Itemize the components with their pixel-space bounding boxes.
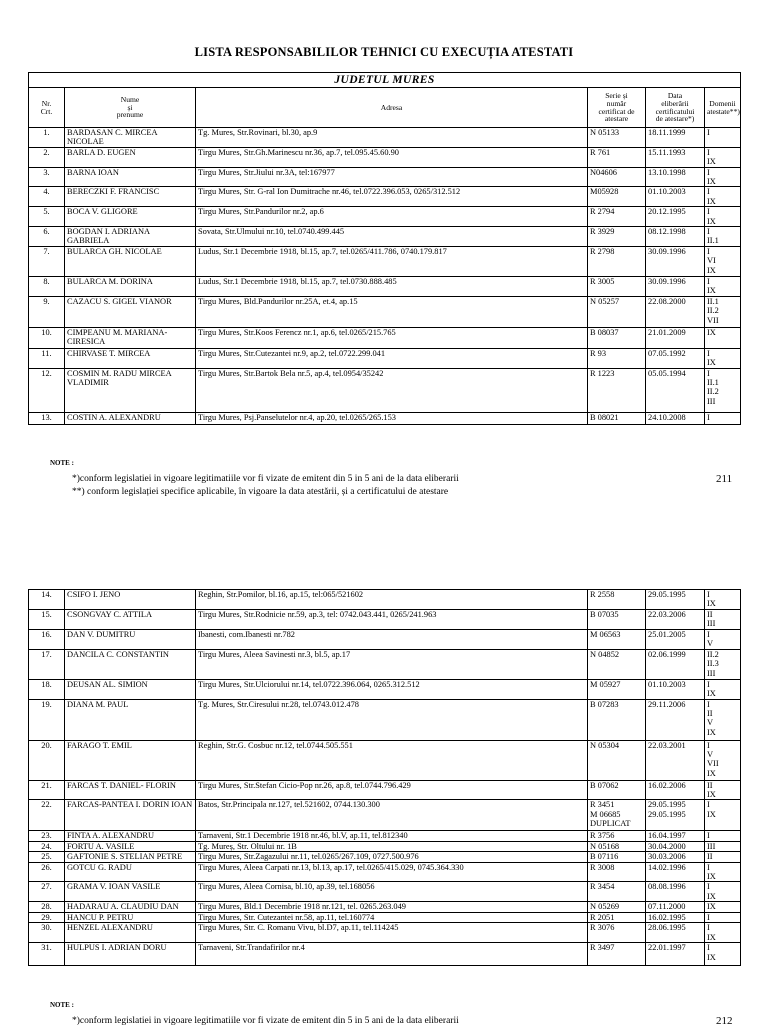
person-name: CSONGVAY C. ATTILA (65, 610, 196, 630)
certified-domains: III (705, 841, 741, 851)
issue-date: 15.11.1993 (646, 147, 705, 167)
certified-domains: I IX (705, 679, 741, 699)
certificate-serial: R 3005 (588, 276, 646, 296)
address: Tarnaveni, Str.Trandafirilor nr.4 (196, 943, 588, 966)
header-name: Nume și prenume (65, 88, 196, 128)
certificate-serial: R 3076 (588, 923, 646, 943)
table-row (29, 147, 741, 167)
table-row (29, 227, 741, 247)
certificate-serial: R 3454 (588, 882, 646, 902)
row-number: 16. (29, 630, 65, 650)
person-name: CAZACU S. GIGEL VIANOR (65, 296, 196, 327)
row-number: 8. (29, 276, 65, 296)
table-row (29, 912, 741, 922)
address: Tg. Mures, Str.Rovinari, bl.30, ap.9 (196, 128, 588, 148)
person-name: FARCAS-PANTEA I. DORIN IOAN (65, 800, 196, 831)
issue-date: 29.05.1995 29.05.1995 (646, 800, 705, 831)
issue-date: 07.05.1992 (646, 348, 705, 368)
certificate-serial: B 07062 (588, 780, 646, 800)
table-row (29, 610, 741, 630)
row-number: 4. (29, 187, 65, 207)
address: Tirgu Mures, Aleea Carpati nr.13, bl.13, ap.17, tel.0265/415.029, 0745.364.330 (196, 862, 588, 882)
row-number: 24. (29, 841, 65, 851)
address: Ludus, Str.1 Decembrie 1918, bl.15, ap.7, tel.0730.888.485 (196, 276, 588, 296)
address: Tirgu Mures, Bld.Pandurilor nr.25A, et.4, ap.15 (196, 296, 588, 327)
row-number: 22. (29, 800, 65, 831)
row-number: 12. (29, 368, 65, 412)
address: Tirgu Mures, Str. G-ral Ion Dumitrache nr.46, tel.0722.396.053, 0265/312.512 (196, 187, 588, 207)
certified-domains: I II.1 II.2 III (705, 368, 741, 412)
table-row (29, 882, 741, 902)
certified-domains: I IX (705, 276, 741, 296)
header-date: Data eliberării certificatului de atestare*) (646, 88, 705, 128)
table-body-page-211 (29, 128, 741, 425)
row-number: 31. (29, 943, 65, 966)
certificate-serial: N04606 (588, 167, 646, 187)
person-name: CHIRVASE T. MIRCEA (65, 348, 196, 368)
table-row (29, 368, 741, 412)
issue-date: 01.10.2003 (646, 187, 705, 207)
person-name: HADARAU A. CLAUDIU DAN (65, 902, 196, 912)
certified-domains: I IX (705, 923, 741, 943)
issue-date: 29.05.1995 (646, 590, 705, 610)
table-row (29, 943, 741, 966)
issue-date: 20.12.1995 (646, 207, 705, 227)
certified-domains: II.2 II.3 III (705, 649, 741, 679)
certified-domains: I (705, 412, 741, 424)
person-name: HENZEL ALEXANDRU (65, 923, 196, 943)
table-row (29, 800, 741, 831)
address: Sovata, Str.Ulmului nr.10, tel.0740.499.445 (196, 227, 588, 247)
certificate-serial: R 3451 M 06685 DUPLICAT (588, 800, 646, 831)
certified-domains: II (705, 852, 741, 862)
table-row (29, 852, 741, 862)
row-number: 25. (29, 852, 65, 862)
certified-domains: II III (705, 610, 741, 630)
certified-domains: I IX (705, 800, 741, 831)
page-title: LISTA RESPONSABILILOR TEHNICI CU EXECUȚIA ATESTATI (194, 45, 574, 59)
certificate-serial: M 06563 (588, 630, 646, 650)
certified-domains: II IX (705, 780, 741, 800)
address: Tirgu Mures, Str.Rodnicie nr.59, ap.3, tel: 0742.043.441, 0265/241.963 (196, 610, 588, 630)
issue-date: 30.04.2000 (646, 841, 705, 851)
person-name: BOGDAN I. ADRIANA GABRIELA (65, 227, 196, 247)
certificate-serial: B 07116 (588, 852, 646, 862)
table-body-page-212 (29, 590, 741, 966)
note-legislation: **) conform legislației specifice aplicabile, în vigoare la data atestării, și a certificatului de atestare (72, 487, 449, 497)
address: Tirgu Mures, Str. C. Romanu Vivu, bl.D7, ap.11, tel.114245 (196, 923, 588, 943)
issue-date: 25.01.2005 (646, 630, 705, 650)
certificate-serial: N 05269 (588, 902, 646, 912)
certified-domains: I VI IX (705, 246, 741, 276)
row-number: 21. (29, 780, 65, 800)
page-number: 212 (716, 1015, 733, 1027)
certified-domains: I (705, 128, 741, 148)
row-number: 14. (29, 590, 65, 610)
person-name: COSTIN A. ALEXANDRU (65, 412, 196, 424)
issue-date: 08.12.1998 (646, 227, 705, 247)
certified-domains: I II.1 (705, 227, 741, 247)
issue-date: 02.06.1999 (646, 649, 705, 679)
table-row (29, 327, 741, 348)
person-name: HULPUS I. ADRIAN DORU (65, 943, 196, 966)
certificate-serial: R 2794 (588, 207, 646, 227)
certificate-serial: M05928 (588, 187, 646, 207)
table-row (29, 167, 741, 187)
person-name: CIMPEANU M. MARIANA-CIRESICA (65, 327, 196, 348)
person-name: BULARCA M. DORINA (65, 276, 196, 296)
note-label: NOTE : (50, 1001, 74, 1009)
row-number: 28. (29, 902, 65, 912)
table-row (29, 296, 741, 327)
address: Ibanesti, com.Ibanesti nr.782 (196, 630, 588, 650)
certified-domains: I IX (705, 167, 741, 187)
row-number: 23. (29, 831, 65, 841)
issue-date: 28.06.1995 (646, 923, 705, 943)
person-name: BARNA IOAN (65, 167, 196, 187)
issue-date: 22.03.2006 (646, 610, 705, 630)
row-number: 9. (29, 296, 65, 327)
address: Tg. Mures, Str.Ciresului nr.28, tel.0743.012.478 (196, 699, 588, 740)
table-row (29, 590, 741, 610)
table-row (29, 740, 741, 780)
address: Tirgu Mures, Str.Bartok Bela nr.5, ap.4, tel.0954/35242 (196, 368, 588, 412)
address: Tirgu Mures, Bld.1 Decembrie 1918 nr.121, tel. 0265.263.049 (196, 902, 588, 912)
note-label: NOTE : (50, 459, 74, 467)
person-name: BERECZKI F. FRANCISC (65, 187, 196, 207)
certificate-serial: R 3929 (588, 227, 646, 247)
certificate-serial: N 05304 (588, 740, 646, 780)
row-number: 7. (29, 246, 65, 276)
person-name: COSMIN M. RADU MIRCEA VLADIMIR (65, 368, 196, 412)
address: Reghin, Str.G. Cosbuc nr.12, tel.0744.505.551 (196, 740, 588, 780)
note-validity: *)conform legislatiei in vigoare legitimatiile vor fi vizate de emitent din 5 in 5 ani de la data eliberarii (72, 474, 459, 484)
certified-domains: I (705, 912, 741, 922)
header-domains: Domenii atestate**) (705, 88, 741, 128)
row-number: 3. (29, 167, 65, 187)
person-name: BARDASAN C. MIRCEA NICOLAE (65, 128, 196, 148)
row-number: 20. (29, 740, 65, 780)
address: Ludus, Str.1 Decembrie 1918, bl.15, ap.7, tel.0265/411.786, 0740.179.817 (196, 246, 588, 276)
issue-date: 22.03.2001 (646, 740, 705, 780)
certificate-serial: B 08037 (588, 327, 646, 348)
note-validity: *)conform legislatiei in vigoare legitimatiile vor fi vizate de emitent din 5 in 5 ani de la data eliberarii (72, 1016, 459, 1026)
certificate-serial: R 3008 (588, 862, 646, 882)
table-row (29, 831, 741, 841)
certificate-serial: R 93 (588, 348, 646, 368)
issue-date: 14.02.1996 (646, 862, 705, 882)
certificate-serial: N 05168 (588, 841, 646, 851)
address: Tg. Mureș, Str. Oltului nr. 1B (196, 841, 588, 851)
certified-domains: I V VII IX (705, 740, 741, 780)
table-row (29, 699, 741, 740)
person-name: BARLA D. EUGEN (65, 147, 196, 167)
person-name: FARCAS T. DANIEL- FLORIN (65, 780, 196, 800)
page-number: 211 (716, 473, 733, 485)
row-number: 27. (29, 882, 65, 902)
person-name: GOTCU G. RADU (65, 862, 196, 882)
issue-date: 16.02.2006 (646, 780, 705, 800)
row-number: 5. (29, 207, 65, 227)
person-name: DEUSAN AL. SIMION (65, 679, 196, 699)
certificate-serial: R 2558 (588, 590, 646, 610)
person-name: DANCILA C. CONSTANTIN (65, 649, 196, 679)
address: Tirgu Mures, Str.Jiului nr.3A, tel:167977 (196, 167, 588, 187)
issue-date: 30.09.1996 (646, 276, 705, 296)
person-name: BOCA V. GLIGORE (65, 207, 196, 227)
table-row (29, 207, 741, 227)
table-row (29, 841, 741, 851)
issue-date: 29.11.2006 (646, 699, 705, 740)
address: Batos, Str.Principala nr.127, tel.521602, 0744.130.300 (196, 800, 588, 831)
certificate-serial: R 3497 (588, 943, 646, 966)
row-number: 26. (29, 862, 65, 882)
row-number: 18. (29, 679, 65, 699)
issue-date: 05.05.1994 (646, 368, 705, 412)
row-number: 29. (29, 912, 65, 922)
certificate-serial: B 07035 (588, 610, 646, 630)
issue-date: 30.03.2006 (646, 852, 705, 862)
certified-domains: I IX (705, 862, 741, 882)
row-number: 10. (29, 327, 65, 348)
table-row (29, 780, 741, 800)
certificate-serial: N 05257 (588, 296, 646, 327)
issue-date: 22.08.2000 (646, 296, 705, 327)
person-name: FARAGO T. EMIL (65, 740, 196, 780)
certified-domains: I IX (705, 943, 741, 966)
address: Tirgu Mures, Str. Cutezantei nr.58, ap.11, tel.160774 (196, 912, 588, 922)
table-row (29, 246, 741, 276)
address: Tirgu Mures, Str.Cutezantei nr.9, ap.2, tel.0722.299.041 (196, 348, 588, 368)
certified-domains: I IX (705, 207, 741, 227)
person-name: FORTU A. VASILE (65, 841, 196, 851)
row-number: 1. (29, 128, 65, 148)
person-name: HANCU P. PETRU (65, 912, 196, 922)
certified-domains: II.1 II.2 VII (705, 296, 741, 327)
row-number: 6. (29, 227, 65, 247)
issue-date: 08.08.1996 (646, 882, 705, 902)
person-name: CSIFO I. JENO (65, 590, 196, 610)
table-row (29, 187, 741, 207)
issue-date: 24.10.2008 (646, 412, 705, 424)
address: Tirgu Mures, Aleea Savinesti nr.3, bl.5, ap.17 (196, 649, 588, 679)
certified-domains: I IX (705, 147, 741, 167)
address: Reghin, Str.Pomilor, bl.16, ap.15, tel:065/521602 (196, 590, 588, 610)
issue-date: 21.01.2009 (646, 327, 705, 348)
table-row (29, 276, 741, 296)
address: Tirgu Mures, Str.Ulciorului nr.14, tel.0722.396.064, 0265.312.512 (196, 679, 588, 699)
person-name: GRAMA V. IOAN VASILE (65, 882, 196, 902)
header-serial: Serie și număr certificat de atestare (588, 88, 646, 128)
certificate-serial: R 2798 (588, 246, 646, 276)
certified-domains: I (705, 831, 741, 841)
person-name: BULARCA GH. NICOLAE (65, 246, 196, 276)
address: Tirgu Mures, Str.Zagazului nr.11, tel.0265/267.109, 0727.500.976 (196, 852, 588, 862)
address: Tarnaveni, Str.1 Decembrie 1918 nr.46, bl.V, ap.11, tel.812340 (196, 831, 588, 841)
certified-domains: I V (705, 630, 741, 650)
certificate-serial: R 2051 (588, 912, 646, 922)
address: Tirgu Mures, Str.Pandurilor nr.2, ap.6 (196, 207, 588, 227)
address: Tirgu Mures, Aleea Cornisa, bl.10, ap.39, tel.168056 (196, 882, 588, 902)
certificate-serial: B 07283 (588, 699, 646, 740)
certificate-serial: N 05133 (588, 128, 646, 148)
row-number: 15. (29, 610, 65, 630)
certified-domains: IX (705, 902, 741, 912)
row-number: 19. (29, 699, 65, 740)
certified-domains: I IX (705, 348, 741, 368)
person-name: GAFTONIE S. STELIAN PETRE (65, 852, 196, 862)
certificate-serial: M 05927 (588, 679, 646, 699)
certified-domains: I II V IX (705, 699, 741, 740)
issue-date: 22.01.1997 (646, 943, 705, 966)
issue-date: 16.04.1997 (646, 831, 705, 841)
address: Tirgu Mures, Str.Koos Ferencz nr.1, ap.6, tel.0265/215.765 (196, 327, 588, 348)
issue-date: 18.11.1999 (646, 128, 705, 148)
issue-date: 13.10.1998 (646, 167, 705, 187)
certified-domains: I IX (705, 187, 741, 207)
table-row (29, 630, 741, 650)
person-name: DAN V. DUMITRU (65, 630, 196, 650)
person-name: DIANA M. PAUL (65, 699, 196, 740)
table-row (29, 348, 741, 368)
issue-date: 01.10.2003 (646, 679, 705, 699)
register-table-page-212 (28, 589, 741, 966)
register-table-page-211 (28, 72, 741, 425)
certificate-serial: B 08021 (588, 412, 646, 424)
issue-date: 07.11.2000 (646, 902, 705, 912)
certificate-serial: R 1223 (588, 368, 646, 412)
table-row (29, 412, 741, 424)
table-row (29, 862, 741, 882)
certified-domains: I IX (705, 590, 741, 610)
table-row (29, 902, 741, 912)
certified-domains: I IX (705, 882, 741, 902)
row-number: 11. (29, 348, 65, 368)
certificate-serial: R 3756 (588, 831, 646, 841)
issue-date: 30.09.1996 (646, 246, 705, 276)
address: Tirgu Mures, Str.Gh.Marinescu nr.36, ap.7, tel.095.45.60.90 (196, 147, 588, 167)
county-heading: JUDETUL MURES (29, 73, 741, 88)
certified-domains: IX (705, 327, 741, 348)
table-row (29, 128, 741, 148)
header-nr: Nr. Crt. (29, 88, 65, 128)
table-row (29, 923, 741, 943)
person-name: FINTA A. ALEXANDRU (65, 831, 196, 841)
row-number: 17. (29, 649, 65, 679)
row-number: 30. (29, 923, 65, 943)
certificate-serial: R 761 (588, 147, 646, 167)
row-number: 13. (29, 412, 65, 424)
header-address: Adresa (196, 88, 588, 128)
table-row (29, 679, 741, 699)
certificate-serial: N 04852 (588, 649, 646, 679)
address: Tirgu Mures, Str.Stefan Cicio-Pop nr.26, ap.8, tel.0744.796.429 (196, 780, 588, 800)
issue-date: 16.02.1995 (646, 912, 705, 922)
row-number: 2. (29, 147, 65, 167)
address: Tirgu Mures, Psj.Panselutelor nr.4, ap.20, tel.0265/265.153 (196, 412, 588, 424)
table-row (29, 649, 741, 679)
